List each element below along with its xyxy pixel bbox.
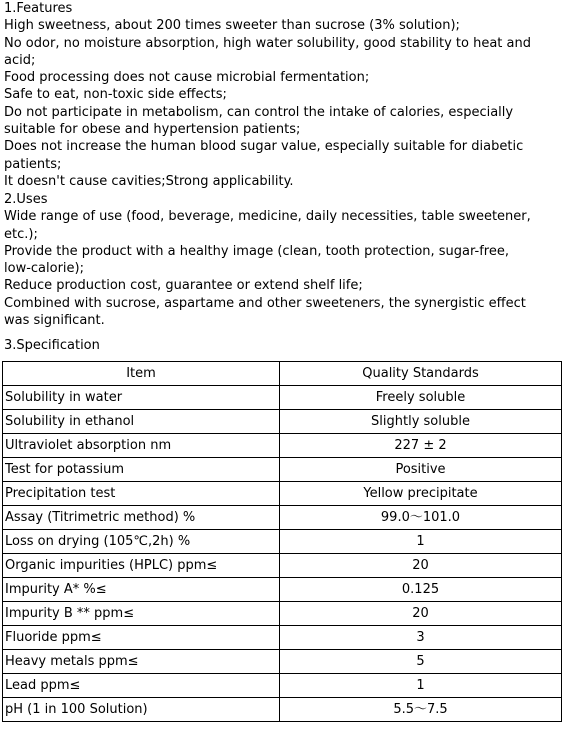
- features-line: Do not participate in metabolism, can control the intake of calories, especially: [4, 104, 514, 120]
- table-row: [3, 674, 562, 698]
- item-cell: Impurity B ** ppm≤: [3, 602, 280, 626]
- features-line: High sweetness, about 200 times sweeter than sucrose (3% solution);: [4, 18, 460, 34]
- specification-heading: 3.Specification: [4, 338, 100, 353]
- table-row: [3, 410, 562, 434]
- item-cell: Organic impurities (HPLC) ppm≤: [3, 554, 280, 578]
- table-row: [3, 650, 562, 674]
- uses-line: low-calorie);: [4, 261, 84, 277]
- standard-cell: 0.125: [280, 578, 562, 602]
- features-line: It doesn't cause cavities;Strong applicability.: [4, 173, 294, 189]
- uses-heading: 2.Uses: [4, 192, 48, 207]
- uses-line: Wide range of use (food, beverage, medicine, daily necessities, table sweetener,: [4, 209, 531, 225]
- item-cell: Fluoride ppm≤: [3, 626, 280, 650]
- standard-cell: 20: [280, 554, 562, 578]
- standard-cell: 227 ± 2: [280, 434, 562, 458]
- features-heading: 1.Features: [4, 1, 73, 16]
- uses-line: etc.);: [4, 226, 38, 242]
- uses-line: Reduce production cost, guarantee or extend shelf life;: [4, 278, 363, 294]
- uses-section: [4, 191, 564, 329]
- table-row: [3, 458, 562, 482]
- standard-cell: Slightly soluble: [280, 410, 562, 434]
- item-cell: Test for potassium: [3, 458, 280, 482]
- standard-cell: 99.0～101.0: [280, 506, 562, 530]
- table-row: [3, 386, 562, 410]
- standard-cell: 5: [280, 650, 562, 674]
- uses-line: Provide the product with a healthy image (clean, tooth protection, sugar-free,: [4, 243, 509, 259]
- standard-cell: 5.5～7.5: [280, 698, 562, 722]
- features-line: patients;: [4, 156, 62, 172]
- item-cell: Lead ppm≤: [3, 674, 280, 698]
- table-header-row: [3, 362, 562, 386]
- standard-cell: 1: [280, 674, 562, 698]
- features-line: suitable for obese and hypertension patients;: [4, 122, 301, 138]
- item-cell: Solubility in ethanol: [3, 410, 280, 434]
- column-header-standard: Quality Standards: [280, 362, 562, 386]
- table-row: [3, 578, 562, 602]
- item-cell: Loss on drying (105℃,2h) %: [3, 530, 280, 554]
- item-cell: pH (1 in 100 Solution): [3, 698, 280, 722]
- features-line: acid;: [4, 52, 36, 68]
- item-cell: Ultraviolet absorption nm: [3, 434, 280, 458]
- features-line: Food processing does not cause microbial fermentation;: [4, 70, 370, 86]
- standard-cell: Freely soluble: [280, 386, 562, 410]
- specification-table: [2, 361, 562, 722]
- table-row: [3, 482, 562, 506]
- column-header-item: Item: [3, 362, 280, 386]
- table-row: [3, 698, 562, 722]
- table-row: [3, 554, 562, 578]
- standard-cell: 3: [280, 626, 562, 650]
- table-row: [3, 434, 562, 458]
- table-row: [3, 506, 562, 530]
- table-row: [3, 602, 562, 626]
- item-cell: Assay (Titrimetric method) %: [3, 506, 280, 530]
- specification-section: [4, 337, 564, 354]
- standard-cell: 20: [280, 602, 562, 626]
- standard-cell: Yellow precipitate: [280, 482, 562, 506]
- item-cell: Precipitation test: [3, 482, 280, 506]
- uses-line: was significant.: [4, 313, 105, 329]
- features-section: [4, 0, 564, 190]
- features-line: No odor, no moisture absorption, high water solubility, good stability to heat and: [4, 35, 531, 51]
- table-row: [3, 530, 562, 554]
- table-row: [3, 626, 562, 650]
- item-cell: Impurity A* %≤: [3, 578, 280, 602]
- item-cell: Solubility in water: [3, 386, 280, 410]
- features-line: Does not increase the human blood sugar value, especially suitable for diabetic: [4, 139, 524, 155]
- uses-line: Combined with sucrose, aspartame and other sweeteners, the synergistic effect: [4, 295, 526, 311]
- features-line: Safe to eat, non-toxic side effects;: [4, 87, 227, 103]
- item-cell: Heavy metals ppm≤: [3, 650, 280, 674]
- standard-cell: 1: [280, 530, 562, 554]
- standard-cell: Positive: [280, 458, 562, 482]
